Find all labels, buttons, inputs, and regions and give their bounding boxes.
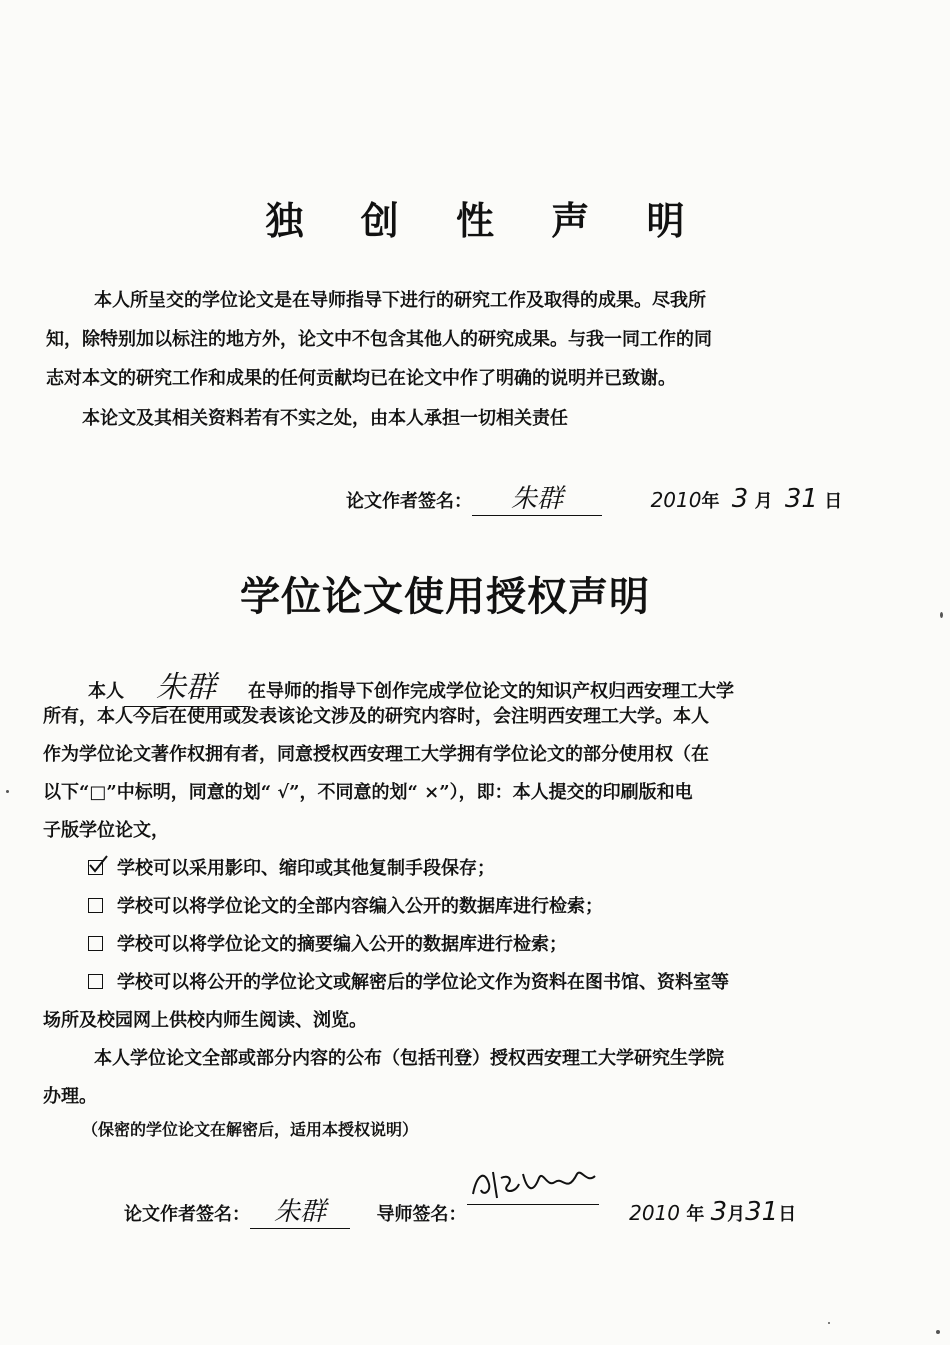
originality-para1-line1: 本人所呈交的学位论文是在导师指导下进行的研究工作及取得的成果。尽我所	[94, 290, 706, 311]
intro-name-field	[124, 662, 248, 707]
publication-para-line1: 本人学位论文全部或部分内容的公布（包括刊登）授权西安理工大学研究生学院	[94, 1048, 724, 1069]
year-label: 年	[701, 491, 720, 512]
checkmark-icon	[87, 853, 109, 875]
advisor-handwritten-signature	[467, 1164, 599, 1204]
date-month-2: 3	[710, 1197, 728, 1227]
scan-speck	[828, 1322, 830, 1324]
option-2	[88, 892, 603, 918]
advisor-signature-label: 导师签名：	[376, 1204, 467, 1225]
option-1-text: 学校可以采用影印、缩印或其他复制手段保存；	[117, 858, 495, 879]
authorization-intro-line1	[88, 662, 734, 707]
author-signature-label-2: 论文作者签名：	[124, 1204, 250, 1225]
intro-handwritten-name: 朱群	[156, 670, 216, 705]
originality-para2: 本论文及其相关资料若有不实之处，由本人承担一切相关责任	[82, 408, 568, 429]
month-label: 月	[754, 491, 773, 512]
scan-speck	[6, 790, 9, 793]
option-2-text: 学校可以将学位论文的全部内容编入公开的数据库进行检索；	[117, 896, 603, 917]
option-3	[88, 930, 567, 956]
authorization-line5: 子版学位论文，	[43, 820, 169, 841]
authorization-line3: 作为学位论文著作权拥有者，同意授权西安理工大学拥有学位论文的部分使用权（在	[43, 744, 709, 765]
originality-para1-line2: 知，除特别加以标注的地方外，论文中不包含其他人的研究成果。与我一同工作的同	[46, 329, 712, 350]
date-year: 2010	[650, 488, 702, 512]
option-1	[88, 854, 495, 880]
author-signature-field-2	[250, 1191, 350, 1229]
authorization-line4: 以下“□”中标明，同意的划“ √”，不同意的划“ ×”），即：本人提交的印刷版和电	[43, 782, 693, 803]
date-month: 3	[731, 484, 749, 514]
scan-speck	[936, 1330, 940, 1334]
originality-title: 独 创 性 声 明	[265, 198, 707, 243]
intro-prefix: 本人	[88, 681, 124, 702]
month-label-2: 月	[727, 1204, 746, 1225]
option-4-text: 学校可以将公开的学位论文或解密后的学位论文作为资料在图书馆、资料室等	[117, 972, 729, 993]
option-4	[88, 968, 729, 994]
checkbox[interactable]	[88, 898, 103, 913]
year-label-2: 年	[686, 1204, 705, 1225]
authorization-line2: 所有，本人今后在使用或发表该论文涉及的研究内容时，会注明西安理工大学。本人	[43, 706, 709, 727]
confidential-note: （保密的学位论文在解密后，适用本授权说明）	[82, 1120, 419, 1139]
date-year-2: 2010	[629, 1201, 681, 1225]
checkbox[interactable]	[88, 936, 103, 951]
originality-signature-row	[346, 478, 842, 516]
authorization-signature-row	[124, 1180, 796, 1229]
day-label: 日	[824, 491, 843, 512]
authorization-title: 学位论文使用授权声明	[240, 573, 650, 620]
scan-speck	[940, 612, 943, 618]
originality-para1-line3: 志对本文的研究工作和成果的任何贡献均已在论文中作了明确的说明并已致谢。	[46, 368, 676, 389]
date-day-2: 31	[745, 1197, 779, 1227]
author-signature-label: 论文作者签名：	[346, 491, 472, 512]
option-4-continued: 场所及校园网上供校内师生阅读、浏览。	[43, 1010, 367, 1031]
publication-para-line2: 办理。	[43, 1086, 97, 1107]
advisor-signature-field	[467, 1180, 599, 1205]
day-label-2: 日	[778, 1204, 797, 1225]
option-3-text: 学校可以将学位论文的摘要编入公开的数据库进行检索；	[117, 934, 567, 955]
checkbox[interactable]	[88, 974, 103, 989]
checked-checkbox[interactable]	[88, 860, 103, 875]
intro-line1-rest: 在导师的指导下创作完成学位论文的知识产权归西安理工大学	[248, 681, 734, 702]
author-signature-field	[472, 478, 602, 516]
author-handwritten-signature: 朱群	[510, 484, 563, 514]
date-day: 31	[784, 484, 818, 514]
author-handwritten-signature-2: 朱群	[273, 1197, 326, 1227]
